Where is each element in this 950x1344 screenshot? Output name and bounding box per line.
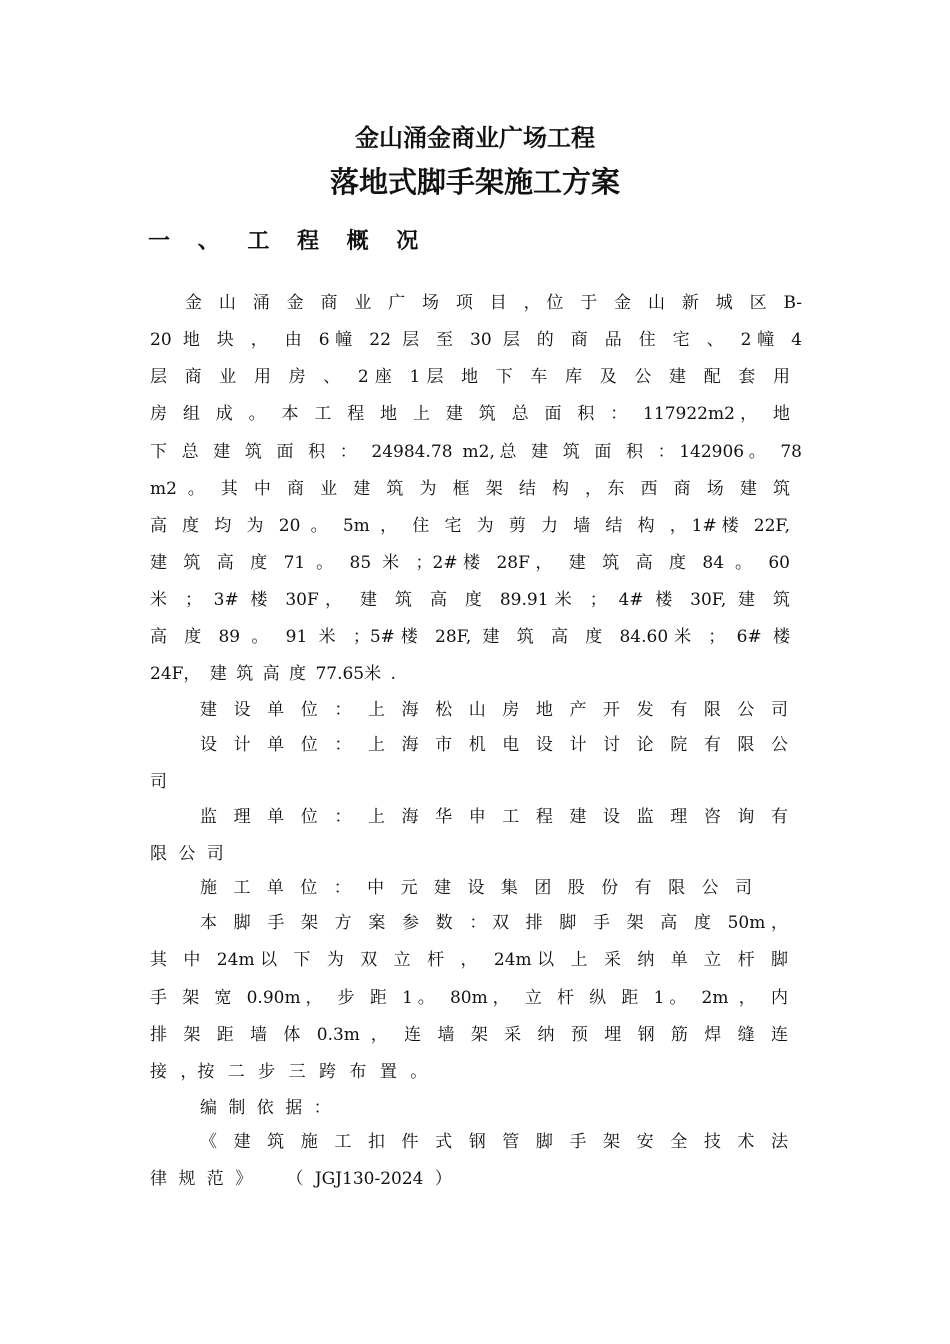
overview-line: 20 地 块 ， 由 6幢 22 层 至 30 层 的 商 品 住 宅 、 2幢 4: [150, 330, 802, 350]
params-line: 接 ，按 二 步 三 跨 布 置 。: [150, 1062, 428, 1082]
design-unit-line1: 设 计 单 位 ： 上 海 市 机 电 设 计 讨 论 院 有 限 公: [200, 735, 788, 755]
overview-line: 24F， 建 筑 高 度 77.65米 .: [150, 664, 396, 684]
overview-line: 层 商 业 用 房 、 2座 1层 地 下 车 库 及 公 建 配 套 用: [150, 367, 790, 387]
overview-line: m2 。 其 中 商 业 建 筑 为 框 架 结 构 ，东 西 商 场 建 筑: [150, 479, 790, 499]
overview-line: 建 筑 高 度 71 。 85 米 ；2#楼 28F， 建 筑 高 度 84 。 60: [150, 553, 790, 573]
params-line: 手 架 宽 0.90m， 步 距 1。 80m， 立 杆 纵 距 1。 2m ， 内: [150, 988, 788, 1008]
overview-line: 金 山 涌 金 商 业 广 场 项 目 ，位 于 金 山 新 城 区 B-: [185, 293, 802, 313]
overview-line: 米 ； 3# 楼 30F， 建 筑 高 度 89.91米 ； 4# 楼 30F, 建 筑: [150, 590, 790, 610]
supervision-unit-line1: 监 理 单 位 ： 上 海 华 申 工 程 建 设 监 理 咨 询 有: [200, 807, 788, 827]
document-title-line2: 落地式脚手架施工方案: [329, 165, 620, 199]
basis-line2: 律 规 范 》 （ JGJ130-2024 ）: [150, 1169, 452, 1189]
overview-line: 下 总 建 筑 面 积 ： 24984.78 m2,总 建 筑 面 积 ：142906。 78: [150, 442, 802, 462]
design-unit-line2: 司: [150, 772, 167, 792]
basis-line1: 《 建 筑 施 工 扣 件 式 钢 管 脚 手 架 安 全 技 术 法: [200, 1132, 788, 1152]
params-line: 排 架 距 墙 体 0.3m ， 连 墙 架 采 纳 预 埋 钢 筋 焊 缝 连: [150, 1025, 788, 1045]
contractor-unit: 施 工 单 位 ： 中 元 建 设 集 团 股 份 有 限 公 司: [200, 878, 752, 898]
params-line: 其 中 24m以 下 为 双 立 杆 ， 24m以 上 采 纳 单 立 杆 脚: [150, 950, 788, 970]
section-heading-overview: 一 、 工 程 概 况: [148, 229, 429, 254]
supervision-unit-line2: 限 公 司: [150, 844, 224, 864]
overview-line: 房 组 成 。 本 工 程 地 上 建 筑 总 面 积 ： 117922m2， 地: [150, 404, 790, 424]
overview-line: 高 度 89 。 91 米 ；5#楼 28F, 建 筑 高 度 84.60米 ； 6# 楼: [150, 627, 790, 647]
basis-heading: 编 制 依 据 ：: [200, 1098, 331, 1118]
construction-unit: 建 设 单 位 ： 上 海 松 山 房 地 产 开 发 有 限 公 司: [200, 700, 788, 720]
overview-line: 高 度 均 为 20 。 5m ， 住 宅 为 剪 力 墙 结 构 ，1#楼 22F,: [150, 516, 790, 536]
document-title-line1: 金山涌金商业广场工程: [355, 124, 595, 152]
params-line: 本 脚 手 架 方 案 参 数 ：双 排 脚 手 架 高 度 50m，: [200, 913, 788, 933]
